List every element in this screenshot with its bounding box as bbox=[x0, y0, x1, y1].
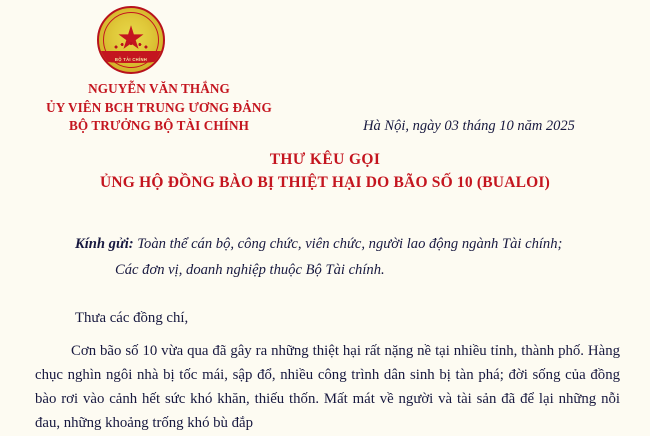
vietnam-national-emblem bbox=[97, 6, 165, 74]
document-title bbox=[0, 148, 650, 195]
body-paragraph-1: Cơn bão số 10 vừa qua đã gây ra những thiệt hại rất nặng nề tại nhiều tỉnh, thành phố. Hàng chục nghìn ngôi nhà bị tốc mái, sập đổ, nhiều công trình dân sinh bị tàn phá; đời sống của đồng bào rơi vào cảnh hết sức khó khăn, thiếu thốn. Mất mát về người và tài sản đã để lại những nỗi đau, những khoảng trống khó bù đắp bbox=[35, 343, 620, 431]
recipient-text-2: Các đơn vị, doanh nghiệp thuộc Bộ Tài chính. bbox=[115, 261, 385, 278]
recipient-line-1 bbox=[75, 232, 635, 258]
recipient-block bbox=[75, 232, 635, 284]
salutation: Thưa các đồng chí, bbox=[75, 310, 189, 326]
sender-name: NGUYỄN VĂN THẮNG bbox=[88, 81, 230, 96]
body-text bbox=[35, 340, 620, 436]
emblem-band-text: BỘ TÀI CHÍNH bbox=[114, 56, 148, 62]
emblem-circle bbox=[97, 6, 165, 74]
title-subtitle: ỦNG HỘ ĐỒNG BÀO BỊ THIỆT HẠI DO BÃO SỐ 10 (BUALOI) bbox=[100, 174, 550, 192]
recipient-label: Kính gửi: bbox=[75, 236, 134, 252]
emblem-gear-dots bbox=[114, 41, 148, 51]
sender-block bbox=[14, 80, 304, 136]
title-main: THƯ KÊU GỌI bbox=[269, 151, 381, 168]
sender-title-2: BỘ TRƯỞNG BỘ TÀI CHÍNH bbox=[68, 118, 250, 134]
sender-title-1: ỦY VIÊN BCH TRUNG ƯƠNG ĐẢNG bbox=[46, 99, 272, 115]
dateline: Hà Nội, ngày 03 tháng 10 năm 2025 bbox=[363, 118, 575, 134]
recipient-text-1: Toàn thể cán bộ, công chức, viên chức, người lao động ngành Tài chính; bbox=[137, 236, 563, 252]
